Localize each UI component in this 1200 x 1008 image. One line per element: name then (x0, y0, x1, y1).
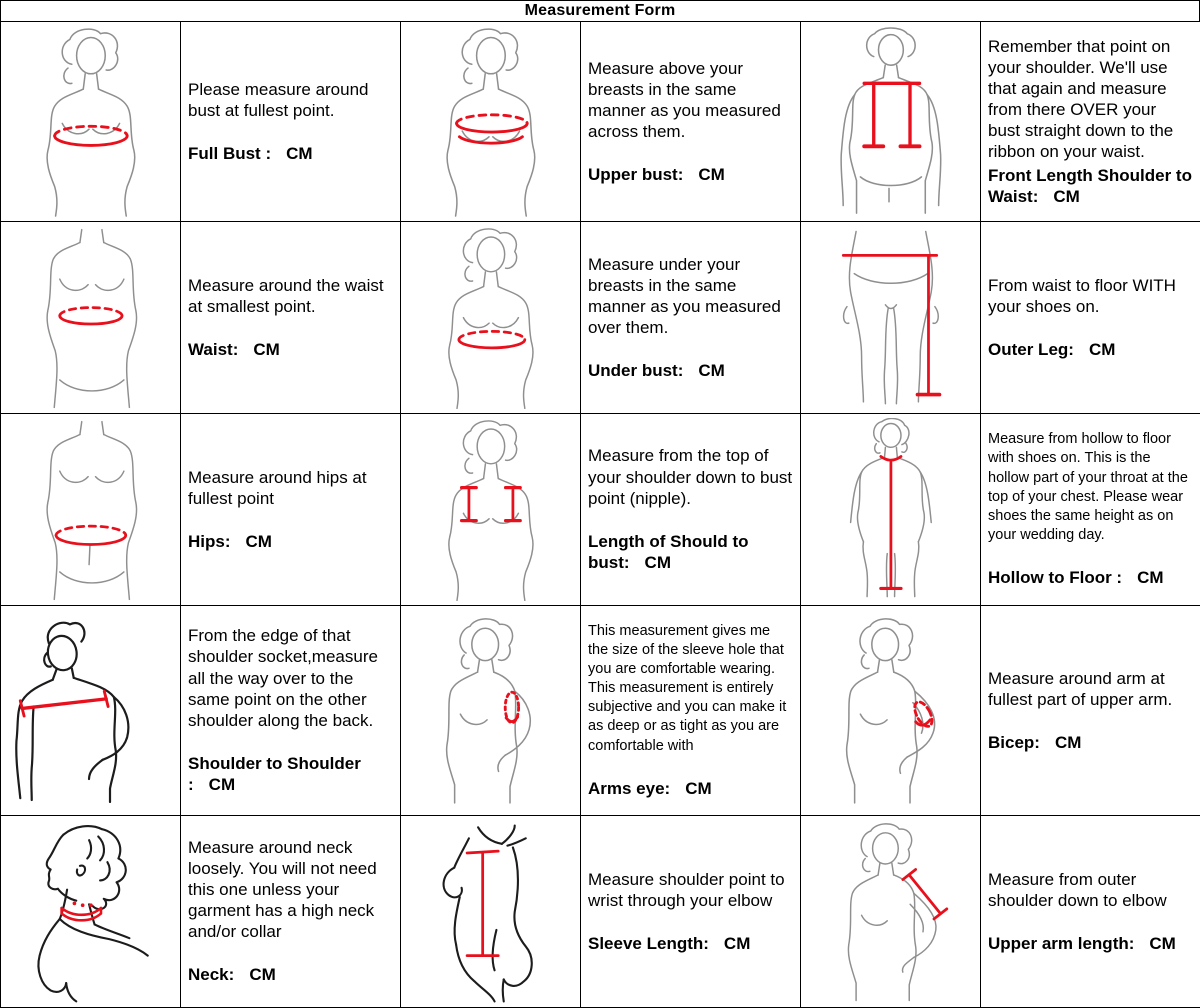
cell-sleeve-length-figure (401, 815, 581, 1007)
unit-text: CM (1089, 340, 1115, 359)
cell-shoulder-to-bust-figure (401, 413, 581, 605)
unit-text: CM (246, 532, 272, 551)
cell-full-bust-text (181, 22, 401, 222)
cell-hips-figure (1, 413, 181, 605)
measurement-label: Shoulder to Shoulder : CM (188, 753, 393, 796)
measurement-label: Bicep: CM (988, 732, 1193, 753)
table-row (1, 22, 1200, 222)
cell-neck-text (181, 815, 401, 1007)
unit-text: CM (286, 144, 312, 163)
measurement-label: Length of Should to bust: CM (588, 531, 793, 574)
cell-waist-text (181, 222, 401, 414)
upper-bust-figure-illustration (401, 22, 580, 221)
measurement-description: Measure under your breasts in the same manner as you measured over them. (588, 254, 793, 338)
bicep-figure-illustration (801, 606, 980, 815)
measurement-description: Please measure around bust at fullest point. (188, 79, 393, 121)
unit-text: CM (1055, 733, 1081, 752)
table-row (1, 413, 1200, 605)
full-bust-figure-illustration (1, 22, 180, 221)
unit-text: CM (1053, 187, 1079, 206)
measurement-label: Sleeve Length: CM (588, 933, 793, 954)
measurement-description: Measure above your breasts in the same manner as you measured across them. (588, 58, 793, 142)
measurement-label: Waist: CM (188, 339, 393, 360)
front-length-figure-illustration (801, 22, 980, 221)
unit-text: CM (645, 553, 671, 572)
cell-front-length-figure (801, 22, 981, 222)
measurement-label: Upper bust: CM (588, 164, 793, 185)
unit-text: CM (209, 775, 235, 794)
cell-hollow-to-floor-text (981, 413, 1200, 605)
cell-upper-bust-figure (401, 22, 581, 222)
unit-text: CM (698, 361, 724, 380)
unit-text: CM (253, 340, 279, 359)
cell-shoulder-to-bust-text (581, 413, 801, 605)
unit-text: CM (1137, 568, 1163, 587)
cell-sleeve-length-text (581, 815, 801, 1007)
waist-figure-illustration (1, 222, 180, 413)
measurement-label: Hips: CM (188, 531, 393, 552)
measurement-description: Measure around hips at fullest point (188, 467, 393, 509)
cell-full-bust-figure (1, 22, 181, 222)
measurement-label: Outer Leg: CM (988, 339, 1193, 360)
measurement-label: Front Length Shoulder to Waist: CM (988, 165, 1193, 208)
measurement-table (0, 21, 1200, 1008)
measurement-label: Upper arm length: CM (988, 933, 1193, 954)
cell-upper-bust-text (581, 22, 801, 222)
cell-shoulder-to-shoulder-figure (1, 605, 181, 815)
measurement-description: This measurement gives me the size of the sleeve hole that you are comfortable wearing. This measurement is entirely subjective and you can make it as deep or as tight as you are comfortable with (588, 622, 793, 756)
measurement-description: Measure from the top of your shoulder down to bust point (nipple). (588, 445, 793, 508)
unit-text: CM (249, 965, 275, 984)
measurement-description: From the edge of that shoulder socket,measure all the way over to the same point on the other shoulder along the back. (188, 625, 393, 730)
arms-eye-figure-illustration (401, 606, 580, 815)
measurement-label: Neck: CM (188, 964, 393, 985)
table-row (1, 605, 1200, 815)
measurement-description: Measure from hollow to floor with shoes on. This is the hollow part of your throat at the top of your chest. Please wear shoes the same height as on your wedding day. (988, 430, 1193, 545)
sleeve-length-figure-illustration (401, 816, 580, 1007)
under-bust-figure-illustration (401, 222, 580, 413)
unit-text: CM (1149, 934, 1175, 953)
cell-neck-figure (1, 815, 181, 1007)
cell-under-bust-figure (401, 222, 581, 414)
unit-text: CM (698, 165, 724, 184)
measurement-description: Measure around neck loosely. You will not need this one unless your garment has a high neck and/or collar (188, 837, 393, 942)
form-title: Measurement Form (0, 0, 1200, 22)
outer-leg-figure-illustration (801, 222, 980, 413)
measurement-label: Arms eye: CM (588, 778, 793, 799)
cell-arms-eye-figure (401, 605, 581, 815)
shoulder-to-bust-figure-illustration (401, 414, 580, 605)
shoulder-to-shoulder-figure-illustration (1, 606, 180, 815)
cell-waist-figure (1, 222, 181, 414)
hollow-to-floor-figure-illustration (801, 414, 980, 605)
cell-bicep-figure (801, 605, 981, 815)
measurement-description: From waist to floor WITH your shoes on. (988, 275, 1193, 317)
neck-figure-illustration (1, 816, 180, 1007)
cell-outer-leg-figure (801, 222, 981, 414)
upper-arm-length-figure-illustration (801, 816, 980, 1007)
cell-front-length-text (981, 22, 1200, 222)
measurement-description: Measure around arm at fullest part of upper arm. (988, 668, 1193, 710)
measurement-description: Measure from outer shoulder down to elbow (988, 869, 1193, 911)
cell-shoulder-to-shoulder-text (181, 605, 401, 815)
measurement-description: Remember that point on your shoulder. We'll use that again and measure from there OVER your bust straight down to the ribbon on your waist. (988, 36, 1193, 162)
cell-upper-arm-length-text (981, 815, 1200, 1007)
cell-arms-eye-text (581, 605, 801, 815)
table-row (1, 815, 1200, 1007)
unit-text: CM (685, 779, 711, 798)
table-row (1, 222, 1200, 414)
measurement-description: Measure shoulder point to wrist through your elbow (588, 869, 793, 911)
measurement-label: Full Bust : CM (188, 143, 393, 164)
cell-under-bust-text (581, 222, 801, 414)
cell-outer-leg-text (981, 222, 1200, 414)
measurement-label: Hollow to Floor : CM (988, 567, 1193, 588)
cell-hollow-to-floor-figure (801, 413, 981, 605)
measurement-label: Under bust: CM (588, 360, 793, 381)
unit-text: CM (724, 934, 750, 953)
measurement-description: Measure around the waist at smallest point. (188, 275, 393, 317)
hips-figure-illustration (1, 414, 180, 605)
cell-hips-text (181, 413, 401, 605)
cell-upper-arm-length-figure (801, 815, 981, 1007)
cell-bicep-text (981, 605, 1200, 815)
